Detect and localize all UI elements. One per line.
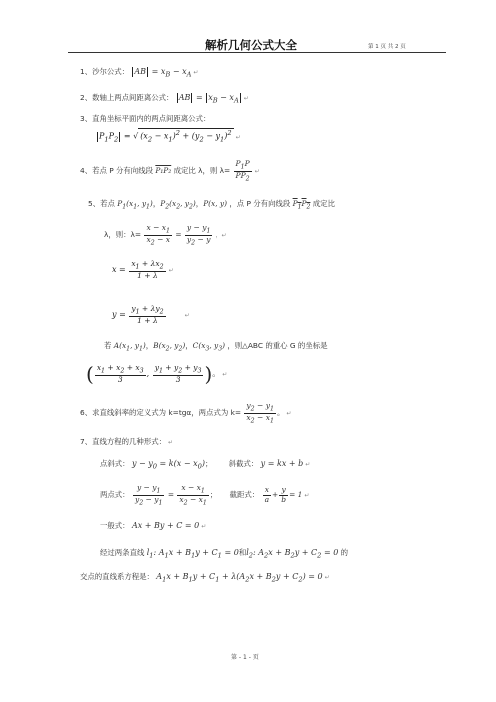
distance-formula: $P_1P_2$ = √ $(x_2 - x_1)^2 + (y_2$ − $y_1)^2↵$ [99, 129, 241, 144]
item-5-end: 成定比 [312, 199, 335, 208]
item-5-tri-post: ，则△ABC 的重心 G 的坐标是 [227, 341, 328, 350]
and-label: 和 [238, 548, 247, 557]
item-5-tri-pre: 若 [104, 341, 112, 350]
item-7: 7、直线方程的几种形式： ↵ [80, 437, 174, 446]
ratio-formula: λ，则：λ= $\frac{x - x_1}{x_2 - x}$ = $\frac{y - y_1}{y_2 - y}$ ，↵ [104, 223, 227, 247]
intersection-line: 经过两条直线 $l_1$: $A_1x + B_1y + C_1 = 0$和$l_2$: $A_2x + B_2y + C_2 = 0$ 的 [100, 548, 349, 560]
item-2-label: 2、数轴上两点间距离公式： [80, 93, 174, 102]
y-coordinate-formula: y = $\frac{y_1 + \lambda y_2}{1 + \lambda}$ ↵ [112, 304, 190, 325]
item-7-label: 7、直线方程的几种形式： [80, 437, 167, 446]
item-3-label: 3、直角坐标平面内的两点间距离公式： [80, 114, 211, 123]
line-family-line: 交点的直线系方程是： $A_1x + B_1y + C_1 + \lambda(A_2x + B_2y + C_2) = 0$ ↵ [80, 572, 330, 584]
item-6-label: 6、求直线斜率的定义式为 k=tgα，两点式为 k= [80, 408, 242, 418]
item-5-label: 5、若点 [88, 199, 115, 208]
of-label: 的 [340, 548, 349, 557]
centroid-formula: ( $\frac{x_1 + x_2 + x_3}{3}$ , $\frac{y_1 + y_2 + y_3}{3}$ )。 ↵ [86, 362, 228, 386]
page-footer: 第 - 1 - 页 [231, 654, 259, 661]
point-slope-line: 点斜式： $y - y_0 = k(x - x_0)$； 斜截式： y = kx + b ↵ [100, 459, 311, 471]
item-3 [80, 113, 210, 124]
page-counter: 第 1 页 共 2 页 [368, 44, 406, 50]
slope-intercept-label: 斜截式： [228, 459, 259, 468]
item-2: 2、数轴上两点间距离公式： AB = $x_B - x_A$ ↵ [80, 93, 249, 105]
x-coordinate-formula: x = $\frac{x_1 + \lambda x_2}{1 + \lambda}$ ↵ [112, 259, 174, 280]
intercept-label: 截距式： [229, 490, 260, 500]
point-slope-label: 点斜式： [100, 459, 130, 468]
centroid-condition: 若 $A(x_1$, $y_1$)，$B(x_2$, $y_2$)，$C(x_3$, $y_3$) ，则△ABC 的重心 G 的坐标是 [104, 341, 328, 353]
item-6: 6、求直线斜率的定义式为 k=tgα，两点式为 k= $\frac{y_2 - y_1}{x_2 - x_1}$ 。 ↵ [80, 401, 292, 425]
item-4-mid: 成定比 λ，则 λ= [173, 166, 231, 176]
item-4: 4、若点 P 分有向线段 P₁P₂ 成定比 λ，则 λ= $\frac{P_1P}{PP_2}$ ↵ [80, 159, 260, 183]
two-point-line: 两点式： $\frac{y - y_1}{y_2 - y_1}$ = $\frac{x - x_1}{x_2 - x_1}$ ； 截距式： $\frac{x}{a}$ + $\frac{y}{b}$ = 1 ↵ [100, 483, 310, 507]
document-title: 解析几何公式大全 [205, 38, 297, 52]
item-5: 5、若点 $P_1(x_1$, $y_1$)，$P_2(x_2$, $y_2$)，P(x, y) ，点 P 分有向线段 $P_1P_2$ 成定比 [88, 199, 335, 211]
general-form-label: 一般式： [100, 521, 130, 530]
item-1-label: 1、沙尔公式： [80, 67, 130, 76]
header-divider [68, 52, 446, 53]
pass-label: 经过两条直线 [100, 548, 145, 557]
item-1: 1、沙尔公式： AB = $x_B - x_A$ ↵ [80, 67, 199, 79]
family-label: 交点的直线系方程是： [80, 572, 154, 581]
two-point-label: 两点式： [100, 490, 130, 500]
general-form-line: 一般式： Ax + By + C = 0 ↵ [100, 521, 207, 530]
item-4-label: 4、若点 P 分有向线段 [80, 166, 153, 176]
item-4-segment: P₁P₂ [155, 166, 172, 176]
item-5-mid: ，点 P 分有向线段 [229, 199, 291, 208]
item-5-then: λ，则：λ= [104, 230, 142, 240]
